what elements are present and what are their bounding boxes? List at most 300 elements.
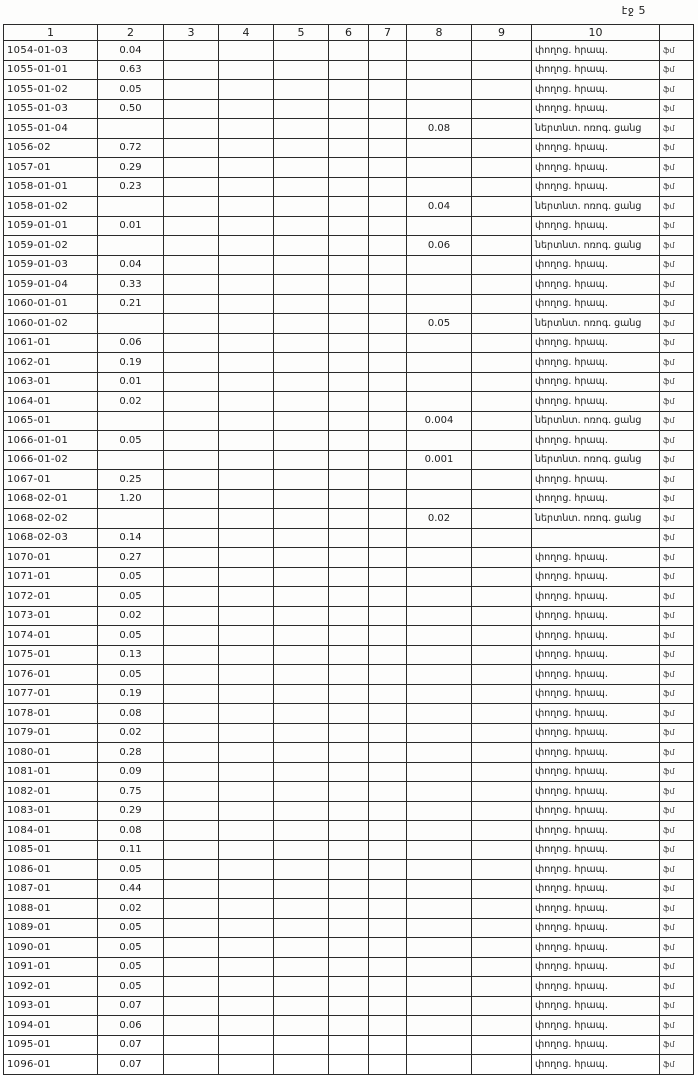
cell-col-4: [219, 860, 274, 880]
cell-col-8: [407, 645, 472, 665]
cell-col-3: [164, 275, 219, 295]
edge-scan-mark: ֆմ: [660, 782, 694, 802]
cell-col-3: [164, 294, 219, 314]
cell-col-7: [369, 743, 407, 763]
cell-col-4: [219, 918, 274, 938]
cell-col-10: ներտնտ. ոռոգ. ցանց: [532, 236, 660, 256]
cell-col-4: [219, 177, 274, 197]
cell-col-5: [274, 60, 329, 80]
cell-col-6: [329, 860, 369, 880]
cell-col-8: [407, 665, 472, 685]
cell-col-10: փողոց. հրապ.: [532, 704, 660, 724]
cell-col-8: [407, 80, 472, 100]
cell-col-7: [369, 158, 407, 178]
cell-col-5: [274, 80, 329, 100]
cell-col-7: [369, 1055, 407, 1075]
cell-col-1: 1068-02-03: [4, 528, 98, 548]
cell-col-2: 0.06: [98, 1016, 164, 1036]
cell-col-1: 1088-01: [4, 899, 98, 919]
cell-col-5: [274, 567, 329, 587]
cell-col-3: [164, 138, 219, 158]
cell-col-8: 0.001: [407, 450, 472, 470]
cell-col-2: [98, 236, 164, 256]
cell-col-1: 1087-01: [4, 879, 98, 899]
cell-col-3: [164, 1055, 219, 1075]
cell-col-8: [407, 606, 472, 626]
cell-col-4: [219, 60, 274, 80]
edge-scan-mark: ֆմ: [660, 275, 694, 295]
cell-col-9: [472, 743, 532, 763]
cell-col-6: [329, 548, 369, 568]
cell-col-7: [369, 138, 407, 158]
cell-col-3: [164, 938, 219, 958]
cell-col-3: [164, 1035, 219, 1055]
cell-col-4: [219, 977, 274, 997]
table-row: [4, 938, 694, 958]
cell-col-9: [472, 860, 532, 880]
cell-col-10: [532, 528, 660, 548]
cell-col-7: [369, 548, 407, 568]
cell-col-10: փողոց. հրապ.: [532, 255, 660, 275]
cell-col-6: [329, 431, 369, 451]
cell-col-1: 1061-01: [4, 333, 98, 353]
table-row: [4, 996, 694, 1016]
cell-col-3: [164, 353, 219, 373]
cell-col-2: 0.07: [98, 996, 164, 1016]
cell-col-2: 0.06: [98, 333, 164, 353]
cell-col-8: 0.05: [407, 314, 472, 334]
cell-col-8: [407, 587, 472, 607]
cell-col-7: [369, 392, 407, 412]
cell-col-6: [329, 197, 369, 217]
cell-col-2: 0.13: [98, 645, 164, 665]
cell-col-9: [472, 372, 532, 392]
cell-col-7: [369, 236, 407, 256]
cell-col-2: 0.75: [98, 782, 164, 802]
cell-col-9: [472, 801, 532, 821]
table-row: [4, 1016, 694, 1036]
cell-col-8: [407, 567, 472, 587]
table-row: [4, 899, 694, 919]
cell-col-1: 1078-01: [4, 704, 98, 724]
cell-col-3: [164, 996, 219, 1016]
cell-col-4: [219, 1055, 274, 1075]
cell-col-9: [472, 879, 532, 899]
cell-col-10: փողոց. հրապ.: [532, 216, 660, 236]
cell-col-9: [472, 626, 532, 646]
cell-col-2: 0.29: [98, 801, 164, 821]
cell-col-8: [407, 1016, 472, 1036]
cell-col-7: [369, 372, 407, 392]
cell-col-1: 1066-01-01: [4, 431, 98, 451]
cell-col-3: [164, 840, 219, 860]
header-col-10: 10: [532, 25, 660, 41]
cell-col-4: [219, 275, 274, 295]
cell-col-8: [407, 899, 472, 919]
cell-col-1: 1068-02-02: [4, 509, 98, 529]
cell-col-3: [164, 899, 219, 919]
cell-col-9: [472, 41, 532, 61]
table-row: [4, 294, 694, 314]
cell-col-1: 1055-01-04: [4, 119, 98, 139]
table-row: [4, 275, 694, 295]
cell-col-4: [219, 431, 274, 451]
edge-scan-mark: ֆմ: [660, 158, 694, 178]
cell-col-2: 0.05: [98, 626, 164, 646]
cell-col-1: 1081-01: [4, 762, 98, 782]
cell-col-7: [369, 177, 407, 197]
cell-col-8: [407, 60, 472, 80]
cell-col-10: փողոց. հրապ.: [532, 996, 660, 1016]
cell-col-7: [369, 977, 407, 997]
table-row: [4, 957, 694, 977]
cell-col-4: [219, 333, 274, 353]
cell-col-2: 0.05: [98, 938, 164, 958]
cell-col-7: [369, 41, 407, 61]
cell-col-8: [407, 957, 472, 977]
cell-col-10: փողոց. հրապ.: [532, 918, 660, 938]
cell-col-5: [274, 333, 329, 353]
cell-col-7: [369, 197, 407, 217]
edge-scan-mark: ֆմ: [660, 977, 694, 997]
cell-col-1: 1059-01-01: [4, 216, 98, 236]
cell-col-3: [164, 255, 219, 275]
cell-col-10: փողոց. հրապ.: [532, 801, 660, 821]
cell-col-8: [407, 704, 472, 724]
cell-col-8: [407, 392, 472, 412]
cell-col-6: [329, 509, 369, 529]
cell-col-2: 0.01: [98, 372, 164, 392]
cell-col-5: [274, 450, 329, 470]
cell-col-3: [164, 372, 219, 392]
cell-col-10: փողոց. հրապ.: [532, 353, 660, 373]
cell-col-1: 1075-01: [4, 645, 98, 665]
cell-col-7: [369, 216, 407, 236]
cell-col-6: [329, 743, 369, 763]
cell-col-4: [219, 528, 274, 548]
cell-col-6: [329, 177, 369, 197]
cell-col-4: [219, 821, 274, 841]
cell-col-4: [219, 489, 274, 509]
cell-col-4: [219, 899, 274, 919]
table-row: [4, 840, 694, 860]
cell-col-9: [472, 762, 532, 782]
cell-col-4: [219, 411, 274, 431]
cell-col-3: [164, 411, 219, 431]
cell-col-9: [472, 996, 532, 1016]
cell-col-10: փողոց. հրապ.: [532, 489, 660, 509]
cell-col-10: փողոց. հրապ.: [532, 840, 660, 860]
cell-col-10: փողոց. հրապ.: [532, 431, 660, 451]
cell-col-1: 1096-01: [4, 1055, 98, 1075]
cell-col-8: [407, 821, 472, 841]
cell-col-9: [472, 60, 532, 80]
cell-col-5: [274, 606, 329, 626]
edge-scan-mark: ֆմ: [660, 509, 694, 529]
cell-col-6: [329, 411, 369, 431]
cell-col-5: [274, 938, 329, 958]
cell-col-10: փողոց. հրապ.: [532, 60, 660, 80]
cell-col-10: փողոց. հրապ.: [532, 899, 660, 919]
cell-col-7: [369, 80, 407, 100]
cell-col-8: [407, 723, 472, 743]
table-row: [4, 743, 694, 763]
cell-col-3: [164, 977, 219, 997]
cell-col-8: [407, 938, 472, 958]
cell-col-9: [472, 489, 532, 509]
cell-col-1: 1063-01: [4, 372, 98, 392]
cell-col-8: [407, 333, 472, 353]
cell-col-10: փողոց. հրապ.: [532, 294, 660, 314]
cell-col-5: [274, 138, 329, 158]
edge-scan-mark: ֆմ: [660, 840, 694, 860]
edge-scan-mark: ֆմ: [660, 333, 694, 353]
cell-col-9: [472, 236, 532, 256]
cell-col-5: [274, 665, 329, 685]
cell-col-4: [219, 606, 274, 626]
cell-col-1: 1058-01-02: [4, 197, 98, 217]
cell-col-2: 0.14: [98, 528, 164, 548]
cell-col-9: [472, 528, 532, 548]
cell-col-8: 0.004: [407, 411, 472, 431]
cell-col-2: [98, 119, 164, 139]
cell-col-5: [274, 977, 329, 997]
cell-col-10: փողոց. հրապ.: [532, 743, 660, 763]
edge-scan-mark: ֆմ: [660, 645, 694, 665]
cell-col-5: [274, 41, 329, 61]
edge-scan-mark: ֆմ: [660, 60, 694, 80]
cell-col-8: [407, 470, 472, 490]
cell-col-10: փողոց. հրապ.: [532, 80, 660, 100]
cell-col-4: [219, 80, 274, 100]
cell-col-9: [472, 509, 532, 529]
cell-col-1: 1059-01-03: [4, 255, 98, 275]
cell-col-2: 0.04: [98, 41, 164, 61]
cell-col-6: [329, 840, 369, 860]
cell-col-6: [329, 275, 369, 295]
cell-col-10: փողոց. հրապ.: [532, 333, 660, 353]
table-row: [4, 879, 694, 899]
cell-col-8: [407, 840, 472, 860]
cell-col-7: [369, 333, 407, 353]
cell-col-10: փողոց. հրապ.: [532, 1055, 660, 1075]
cell-col-9: [472, 275, 532, 295]
cell-col-6: [329, 236, 369, 256]
edge-scan-mark: ֆմ: [660, 216, 694, 236]
cell-col-1: 1089-01: [4, 918, 98, 938]
cell-col-3: [164, 957, 219, 977]
cell-col-8: [407, 1035, 472, 1055]
cell-col-5: [274, 158, 329, 178]
cell-col-8: [407, 918, 472, 938]
cell-col-5: [274, 801, 329, 821]
cell-col-2: 0.08: [98, 704, 164, 724]
cell-col-9: [472, 938, 532, 958]
cell-col-4: [219, 1016, 274, 1036]
cell-col-2: 0.28: [98, 743, 164, 763]
cell-col-4: [219, 216, 274, 236]
cell-col-3: [164, 782, 219, 802]
cell-col-6: [329, 801, 369, 821]
cell-col-7: [369, 840, 407, 860]
table-row: [4, 489, 694, 509]
cell-col-5: [274, 626, 329, 646]
table-row: [4, 1035, 694, 1055]
cell-col-9: [472, 158, 532, 178]
cell-col-4: [219, 1035, 274, 1055]
edge-scan-mark: ֆմ: [660, 996, 694, 1016]
cell-col-1: 1074-01: [4, 626, 98, 646]
cell-col-4: [219, 392, 274, 412]
table-row: [4, 723, 694, 743]
cell-col-7: [369, 528, 407, 548]
cell-col-4: [219, 353, 274, 373]
cell-col-1: 1090-01: [4, 938, 98, 958]
cell-col-4: [219, 314, 274, 334]
cell-col-3: [164, 684, 219, 704]
cell-col-1: 1085-01: [4, 840, 98, 860]
cell-col-7: [369, 99, 407, 119]
cell-col-6: [329, 138, 369, 158]
edge-scan-mark: ֆմ: [660, 801, 694, 821]
cell-col-2: 0.02: [98, 899, 164, 919]
cell-col-5: [274, 470, 329, 490]
cell-col-7: [369, 606, 407, 626]
cell-col-1: 1055-01-02: [4, 80, 98, 100]
cell-col-8: [407, 626, 472, 646]
cell-col-2: 0.07: [98, 1035, 164, 1055]
cell-col-8: [407, 99, 472, 119]
cell-col-10: փողոց. հրապ.: [532, 392, 660, 412]
cell-col-1: 1070-01: [4, 548, 98, 568]
cell-col-5: [274, 1016, 329, 1036]
edge-scan-mark: ֆմ: [660, 372, 694, 392]
cell-col-2: 0.05: [98, 567, 164, 587]
cell-col-3: [164, 743, 219, 763]
cell-col-8: [407, 528, 472, 548]
cell-col-3: [164, 470, 219, 490]
cell-col-5: [274, 255, 329, 275]
cell-col-8: [407, 743, 472, 763]
cell-col-10: փողոց. հրապ.: [532, 177, 660, 197]
cell-col-7: [369, 431, 407, 451]
cell-col-10: փողոց. հրապ.: [532, 938, 660, 958]
cell-col-1: 1095-01: [4, 1035, 98, 1055]
cell-col-8: [407, 801, 472, 821]
cell-col-3: [164, 606, 219, 626]
cell-col-10: փողոց. հրապ.: [532, 665, 660, 685]
cell-col-8: [407, 294, 472, 314]
edge-scan-mark: ֆմ: [660, 665, 694, 685]
cell-col-5: [274, 645, 329, 665]
cell-col-2: 0.09: [98, 762, 164, 782]
cell-col-6: [329, 450, 369, 470]
edge-scan-mark: ֆմ: [660, 723, 694, 743]
cell-col-7: [369, 665, 407, 685]
cell-col-10: փողոց. հրապ.: [532, 41, 660, 61]
cell-col-6: [329, 1016, 369, 1036]
cell-col-4: [219, 255, 274, 275]
cell-col-5: [274, 99, 329, 119]
edge-scan-mark: ֆմ: [660, 899, 694, 919]
cell-col-1: 1055-01-01: [4, 60, 98, 80]
cell-col-7: [369, 860, 407, 880]
edge-scan-mark: ֆմ: [660, 1055, 694, 1075]
table-row: [4, 684, 694, 704]
edge-scan-mark: ֆմ: [660, 528, 694, 548]
cell-col-3: [164, 918, 219, 938]
table-row: [4, 138, 694, 158]
cell-col-8: 0.04: [407, 197, 472, 217]
table-row: [4, 548, 694, 568]
cell-col-3: [164, 704, 219, 724]
cell-col-9: [472, 821, 532, 841]
cell-col-5: [274, 762, 329, 782]
cell-col-5: [274, 509, 329, 529]
cell-col-5: [274, 119, 329, 139]
cell-col-4: [219, 704, 274, 724]
cell-col-5: [274, 197, 329, 217]
cell-col-6: [329, 392, 369, 412]
cell-col-2: 0.11: [98, 840, 164, 860]
cell-col-3: [164, 80, 219, 100]
cell-col-1: 1092-01: [4, 977, 98, 997]
cell-col-10: փողոց. հրապ.: [532, 372, 660, 392]
cell-col-2: 0.04: [98, 255, 164, 275]
cell-col-4: [219, 645, 274, 665]
cell-col-1: 1068-02-01: [4, 489, 98, 509]
cell-col-8: [407, 879, 472, 899]
cell-col-4: [219, 626, 274, 646]
cell-col-5: [274, 996, 329, 1016]
cell-col-6: [329, 470, 369, 490]
cell-col-10: փողոց. հրապ.: [532, 1035, 660, 1055]
cell-col-8: 0.08: [407, 119, 472, 139]
cell-col-3: [164, 489, 219, 509]
edge-scan-mark: ֆմ: [660, 879, 694, 899]
header-row: [4, 25, 694, 41]
cell-col-6: [329, 606, 369, 626]
header-col-9: 9: [472, 25, 532, 41]
cell-col-3: [164, 99, 219, 119]
cell-col-3: [164, 314, 219, 334]
cell-col-4: [219, 723, 274, 743]
cell-col-4: [219, 801, 274, 821]
cell-col-6: [329, 938, 369, 958]
cell-col-6: [329, 645, 369, 665]
cell-col-7: [369, 723, 407, 743]
cell-col-2: 0.05: [98, 665, 164, 685]
edge-scan-mark: ֆմ: [660, 392, 694, 412]
cell-col-2: 0.05: [98, 431, 164, 451]
cell-col-7: [369, 801, 407, 821]
cell-col-5: [274, 704, 329, 724]
cell-col-7: [369, 567, 407, 587]
table-row: [4, 99, 694, 119]
cell-col-3: [164, 158, 219, 178]
cell-col-1: 1057-01: [4, 158, 98, 178]
cell-col-1: 1062-01: [4, 353, 98, 373]
cell-col-7: [369, 411, 407, 431]
page-number-label: էջ 5: [621, 4, 646, 17]
edge-scan-mark: ֆմ: [660, 41, 694, 61]
cell-col-10: փողոց. հրապ.: [532, 548, 660, 568]
cell-col-4: [219, 567, 274, 587]
edge-scan-mark: ֆմ: [660, 236, 694, 256]
table-row: [4, 977, 694, 997]
cell-col-10: փողոց. հրապ.: [532, 626, 660, 646]
cell-col-9: [472, 450, 532, 470]
